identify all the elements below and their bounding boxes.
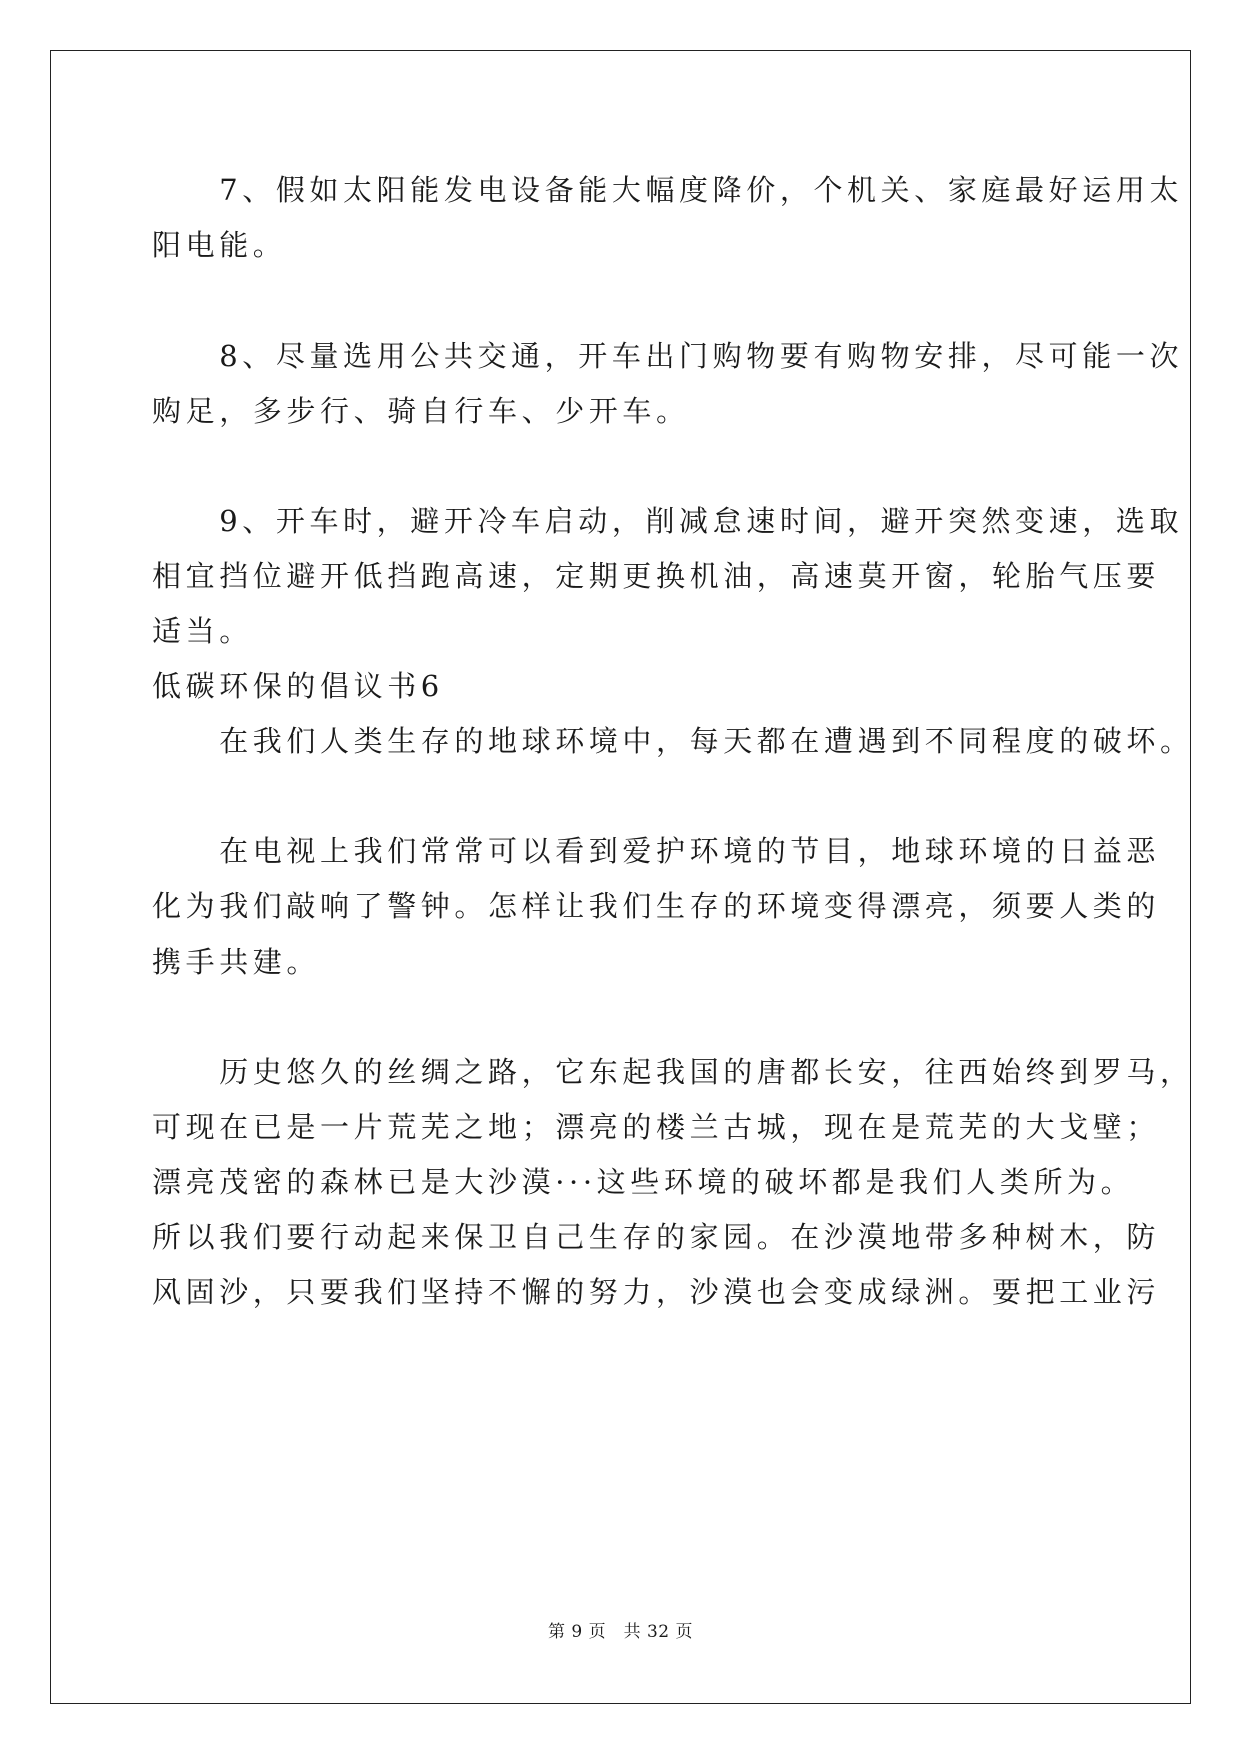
page-border xyxy=(50,50,1191,1704)
text-line: 在电视上我们常常可以看到爱护环境的节目，地球环境的日益恶 xyxy=(152,834,1161,868)
text-line: 历史悠久的丝绸之路，它东起我国的唐都长安，往西始终到罗马， xyxy=(152,1055,1194,1089)
text-line: 风固沙，只要我们坚持不懈的努力，沙漠也会变成绿洲。要把工业污 xyxy=(152,1275,1161,1309)
text-line: 8、尽量选用公共交通，开车出门购物要有购物安排，尽可能一次 xyxy=(152,339,1184,373)
text-line: 携手共建。 xyxy=(152,945,321,979)
text-line: 7、假如太阳能发电设备能大幅度降价，个机关、家庭最好运用太 xyxy=(152,173,1184,207)
text-line: 购足，多步行、骑自行车、少开车。 xyxy=(152,394,690,428)
text-line: 可现在已是一片荒芜之地；漂亮的楼兰古城，现在是荒芜的大戈壁； xyxy=(152,1110,1161,1144)
text-line: 在我们人类生存的地球环境中，每天都在遭遇到不同程度的破坏。 xyxy=(152,724,1194,758)
page-number: 第 9 页 共 32 页 xyxy=(547,1622,694,1642)
section-heading: 低碳环保的倡议书6 xyxy=(152,669,444,703)
text-line: 阳电能。 xyxy=(152,228,287,262)
text-line: 所以我们要行动起来保卫自己生存的家园。在沙漠地带多种树木，防 xyxy=(152,1220,1161,1254)
text-line: 9、开车时，避开冷车启动，削减怠速时间，避开突然变速，选取 xyxy=(152,504,1184,538)
text-line: 相宜挡位避开低挡跑高速，定期更换机油，高速莫开窗，轮胎气压要 xyxy=(152,559,1161,593)
text-line: 化为我们敲响了警钟。怎样让我们生存的环境变得漂亮，须要人类的 xyxy=(152,889,1161,923)
text-line: 漂亮茂密的森林已是大沙漠···这些环境的破坏都是我们人类所为。 xyxy=(152,1165,1135,1199)
text-line: 适当。 xyxy=(152,614,253,648)
